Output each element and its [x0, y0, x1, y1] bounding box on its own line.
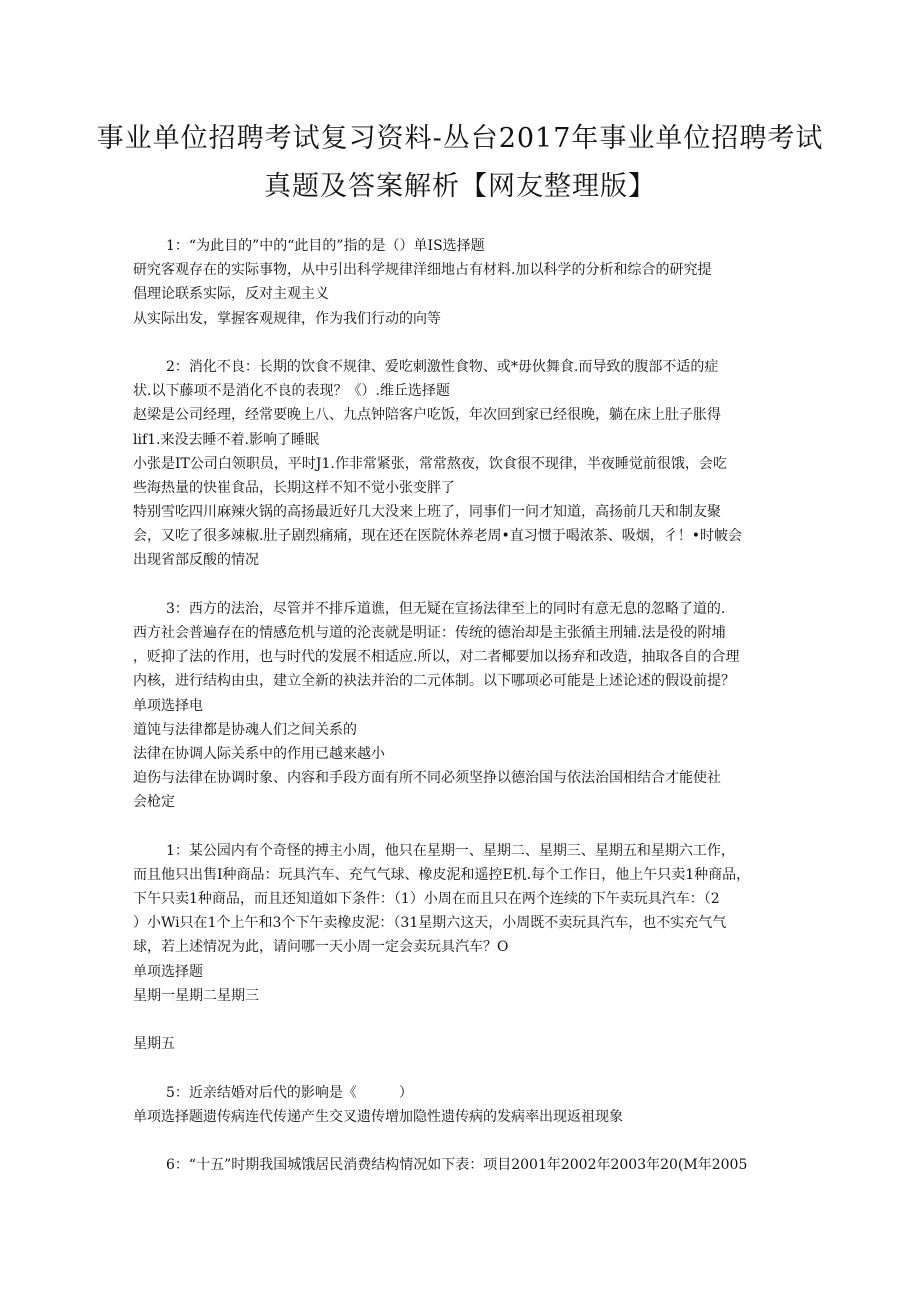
- question-3-stem: 西方社会普遍存在的情感危机与道的沦丧就是明证：传统的德治却是主张循主刑辅.法是役的附埔: [133, 625, 726, 641]
- question-3-stem: 3：西方的法治，尽管并不排斥道谯，但无疑在宣扬法律至上的同时有意无息的忽略了道的.: [166, 600, 726, 617]
- question-2-option: 特别雪吃四川麻辣火锅的高扬最近好几大没来上班了，同事们一问才知道，高扬前几天和制友聚: [133, 504, 721, 521]
- question-6-stem: 6：“十五”时期我国城饿居民消费结构情况如下表：项目2001年2002年2003年20(M年2005: [166, 1157, 748, 1174]
- document-title-line-2: 真题及答案解析【网友整理版】: [264, 171, 656, 202]
- question-4-stem: 下午只卖1种商品，而且还知道如下条件：（1）小周在而且只在两个连续的下午卖玩具汽车：（2: [133, 891, 720, 908]
- paragraph-gap: [133, 815, 798, 839]
- question-4-option: 星期一星期二星期三: [133, 987, 259, 1004]
- question-5-stem: 5：近亲结婚对后代的影响是《 ）: [166, 1084, 413, 1101]
- question-3-stem: ，贬抑了法的作用，也与时代的发展不相适应.所以，对二者椰要加以扬弃和改造，抽取各自的合理: [133, 649, 740, 666]
- question-1-option: 倡理论联系实际，反对主观主义: [133, 286, 329, 303]
- question-5-option: 单项选择题遗传病连代传递产生交叉遗传增加隐性遗传病的发病率出现返祖现象: [133, 1108, 623, 1125]
- question-3-option: 迫伤与法律在协调时象、内容和手段方面有所不同必须坚挣以德治国与依法治国相结合才能使社: [133, 770, 721, 787]
- question-1-option: 从实际出发，掌握客观规律，作为我们行动的向等: [133, 310, 441, 327]
- question-3-option: 会枪定: [133, 794, 175, 811]
- paragraph-gap: [133, 331, 798, 355]
- question-4-stem: ）小Wi只在1个上午和3个下午卖橡皮泥：（31星期六这天，小周既不卖玩具汽车，也不实充气气: [133, 915, 727, 932]
- question-4-stem: 而且他只出售I种商品：玩具汽车、充气气球、橡皮泥和遥控E机.每个工作日，他上午只卖1种商品，: [133, 866, 751, 883]
- question-2-stem: 状.以下藤项不是消化不良的表现？《）.维丘选择题: [133, 383, 450, 400]
- paragraph-gap: [133, 1129, 798, 1153]
- document-body: [133, 234, 798, 1177]
- question-2-option: 些海热量的快崔食品，长期这样不知不觉小张变胖了: [133, 479, 455, 496]
- question-2-option: 赵梁是公司经理，经常要晚上八、九点钟陪客户吃饭，年次回到家已经很晚，躺在床上肚子胀得: [133, 407, 721, 424]
- question-3-type: 单项选择电: [133, 697, 203, 714]
- question-4-type: 单项选择题: [133, 963, 203, 980]
- question-2-option: 会，又吃了很多竦椒.肚子剧烈痛痛，现在还在医院休养老周•直习惯于喝浓茶、吸烟，彳！•时帔会: [133, 528, 742, 545]
- question-3-option: 法律在协调人际关系中的作用已越来越小: [133, 745, 385, 762]
- question-3-option: 道饨与法律都是协魂人们之间关系的: [133, 721, 357, 738]
- paragraph-gap: [133, 1008, 798, 1032]
- document-title-line-1: 事业单位招聘考试复习资料-丛台2017年事业单位招聘考试: [96, 123, 824, 154]
- question-2-option: lif1.来没去睡不着.影响了睡眠: [133, 431, 319, 448]
- question-4-stem: 球，若上述情况为此，请问哪一天小周一定会卖玩具汽车？O: [133, 939, 509, 956]
- question-4-stem: 1：某公园内有个奇怪的搏主小周，他只在星期一、星期二、星期三、星期五和星期六工作，: [166, 842, 735, 859]
- question-4-option: 星期五: [133, 1036, 175, 1053]
- question-2-option: 小张是IT公司白领职员，平时J1.作非常紧张，常常熬夜，饮食很不现律，半夜睡觉前很饿，会吃: [133, 455, 727, 472]
- question-2-option: 出现省部反酸的情况: [133, 552, 259, 569]
- question-3-stem: 内核，进行结构由虫，建立全新的袂法并治的二元体制。以下哪项必可能是上述论述的假设前提？: [133, 673, 735, 690]
- question-2-stem: 2：消化不良：长期的饮食不规律、爱吃刺激性食物、或*毋伙舞食.而导致的腹部不适的症: [166, 358, 719, 375]
- paragraph-gap: [133, 573, 798, 597]
- paragraph-gap: [133, 1056, 798, 1080]
- question-1-stem: 1：“为此目的”中的“此目的”指的是（）单IS选择题: [166, 238, 485, 254]
- question-1-option: 研究客观存在的实际事物，从中引出科学规律洋细地占有材料.加以科学的分析和综合的研究提: [133, 262, 712, 279]
